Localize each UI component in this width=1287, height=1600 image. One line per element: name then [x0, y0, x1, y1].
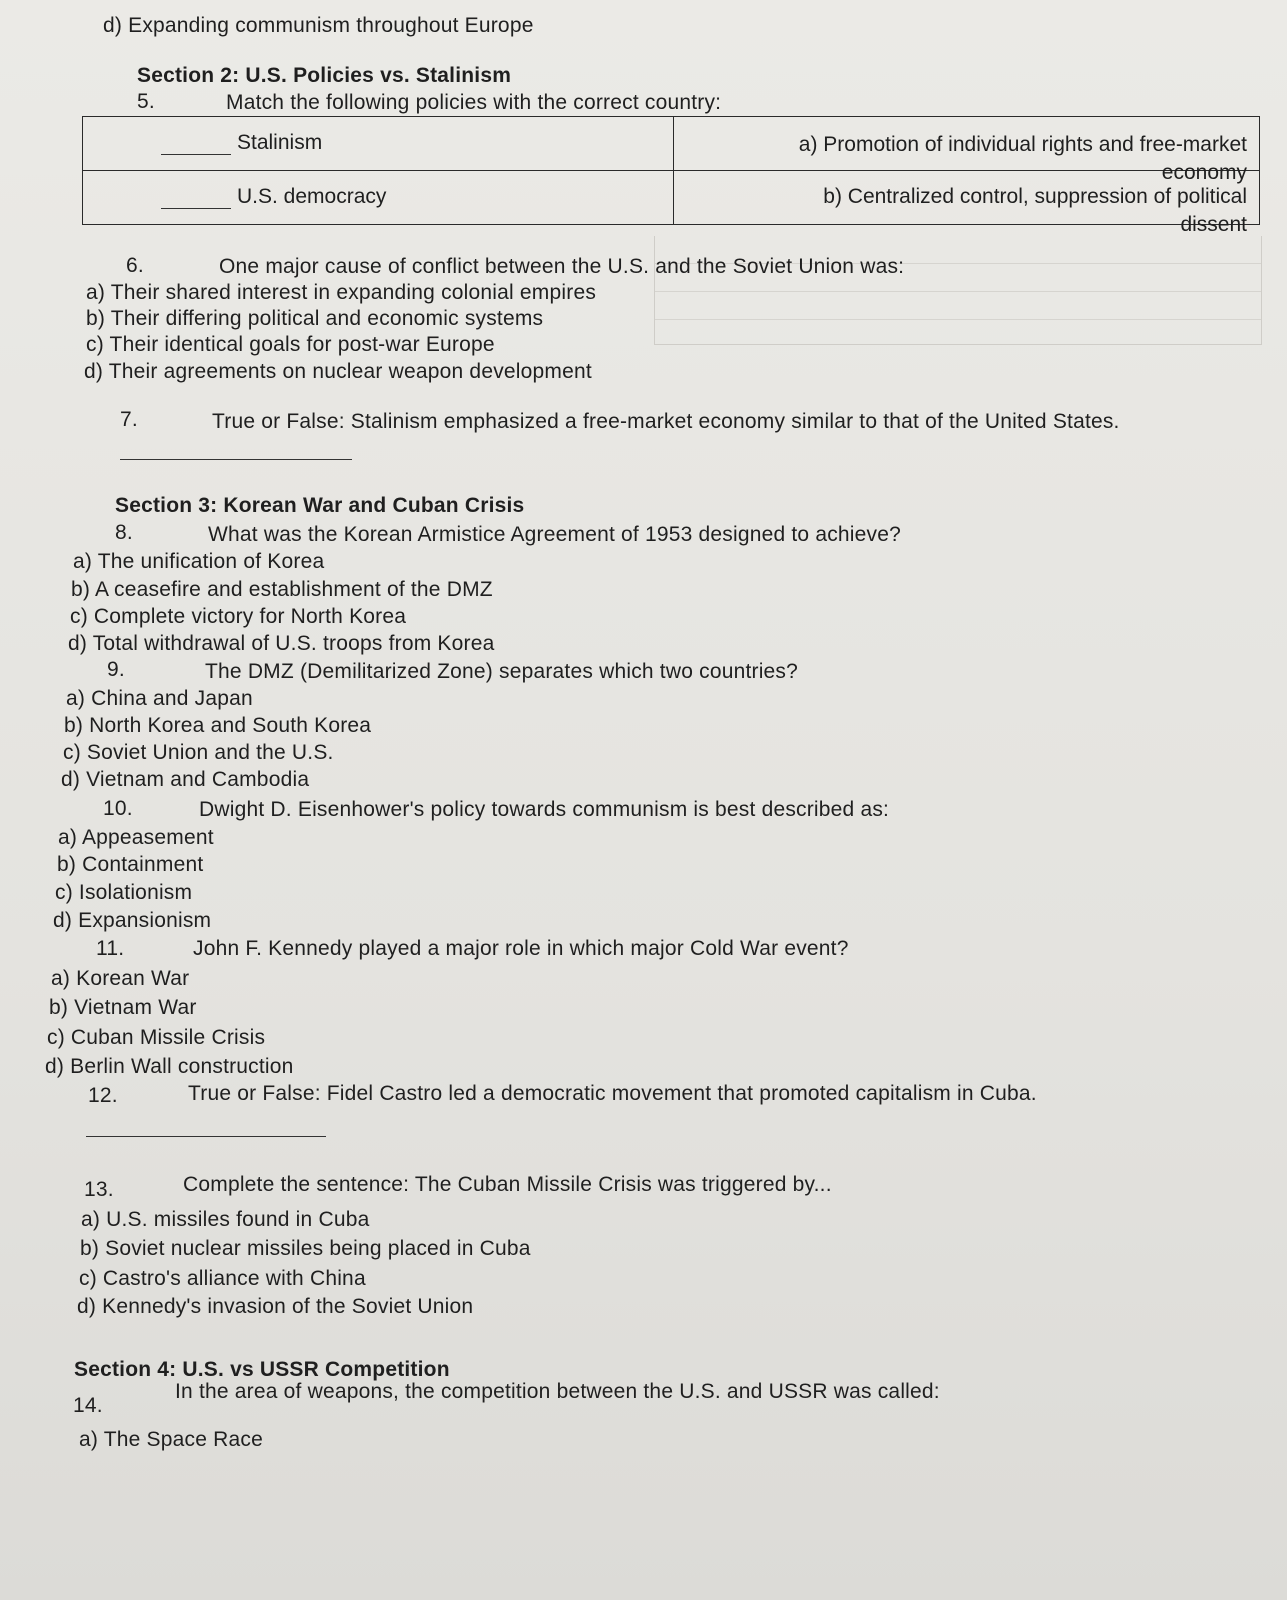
q9-option-b[interactable]: b) North Korea and South Korea: [64, 714, 372, 737]
q7-text: True or False: Stalinism emphasized a free-market economy similar to that of the United States.: [212, 410, 1120, 433]
q11-text: John F. Kennedy played a major role in which major Cold War event?: [193, 937, 849, 960]
q7-number: 7.: [120, 408, 138, 431]
match-cell-right: [674, 117, 1260, 184]
q11-option-a[interactable]: a) Korean War: [51, 967, 190, 990]
section2-title: Section 2: U.S. Policies vs. Stalinism: [137, 64, 512, 87]
q12-number: 12.: [88, 1084, 118, 1107]
q10-option-c[interactable]: c) Isolationism: [55, 881, 193, 904]
section4-title: Section 4: U.S. vs USSR Competition: [74, 1358, 450, 1381]
q8-text: What was the Korean Armistice Agreement of 1953 designed to achieve?: [208, 523, 902, 546]
q4-option-d: d) Expanding communism throughout Europe: [103, 14, 534, 37]
q14-text: In the area of weapons, the competition between the U.S. and USSR was called:: [175, 1380, 940, 1403]
table-row: [83, 171, 1260, 225]
q5-text: Match the following policies with the correct country:: [226, 91, 722, 114]
match-left-label: U.S. democracy: [237, 185, 387, 208]
q9-text: The DMZ (Demilitarized Zone) separates which two countries?: [205, 660, 799, 683]
answer-blank[interactable]: [161, 208, 231, 209]
q9-option-d[interactable]: d) Vietnam and Cambodia: [61, 768, 310, 791]
ghost-row: [655, 292, 1261, 320]
q13-text: Complete the sentence: The Cuban Missile Crisis was triggered by...: [183, 1173, 832, 1196]
q6-option-d[interactable]: d) Their agreements on nuclear weapon development: [84, 360, 592, 383]
match-left-label: Stalinism: [237, 131, 323, 154]
q6-option-c[interactable]: c) Their identical goals for post-war Europe: [86, 333, 495, 356]
q6-option-b[interactable]: b) Their differing political and economic systems: [86, 307, 544, 330]
match-right-line1: a) Promotion of individual rights and free-market: [798, 133, 1247, 156]
q14-number: 14.: [73, 1394, 103, 1417]
table-row: [83, 117, 1260, 171]
q10-number: 10.: [103, 797, 133, 820]
answer-blank[interactable]: [161, 154, 231, 155]
q6-option-a[interactable]: a) Their shared interest in expanding colonial empires: [86, 281, 597, 304]
q8-option-b[interactable]: b) A ceasefire and establishment of the DMZ: [71, 578, 493, 601]
match-cell-right: [674, 171, 1260, 236]
q10-text: Dwight D. Eisenhower's policy towards communism is best described as:: [199, 798, 890, 821]
match-cell-left: [83, 117, 674, 171]
match-right-line2: economy: [1161, 161, 1247, 184]
q13-number: 13.: [84, 1178, 114, 1201]
q9-option-c[interactable]: c) Soviet Union and the U.S.: [63, 741, 334, 764]
q13-option-c[interactable]: c) Castro's alliance with China: [79, 1267, 366, 1290]
q13-option-b[interactable]: b) Soviet nuclear missiles being placed in Cuba: [80, 1237, 531, 1260]
q9-number: 9.: [107, 658, 125, 681]
q5-number: 5.: [137, 90, 155, 113]
matching-table: [82, 116, 1260, 236]
q10-option-d[interactable]: d) Expansionism: [53, 909, 212, 932]
q11-option-b[interactable]: b) Vietnam War: [49, 996, 197, 1019]
q6-text: One major cause of conflict between the U.S. and the Soviet Union was:: [219, 255, 905, 278]
q13-option-d[interactable]: d) Kennedy's invasion of the Soviet Union: [77, 1295, 474, 1318]
q8-option-a[interactable]: a) The unification of Korea: [73, 550, 325, 573]
q13-option-a[interactable]: a) U.S. missiles found in Cuba: [81, 1208, 370, 1231]
q10-option-a[interactable]: a) Appeasement: [58, 826, 214, 849]
q7-answer-blank[interactable]: [120, 459, 352, 460]
q12-answer-blank[interactable]: [86, 1136, 326, 1137]
q10-option-b[interactable]: b) Containment: [57, 853, 204, 876]
q8-option-d[interactable]: d) Total withdrawal of U.S. troops from Korea: [68, 632, 495, 655]
q8-option-c[interactable]: c) Complete victory for North Korea: [70, 605, 407, 628]
q11-option-d[interactable]: d) Berlin Wall construction: [45, 1055, 294, 1078]
q8-number: 8.: [115, 521, 133, 544]
match-cell-left: [83, 171, 674, 225]
q11-option-c[interactable]: c) Cuban Missile Crisis: [47, 1026, 266, 1049]
match-right-line1: b) Centralized control, suppression of political: [823, 185, 1247, 208]
section3-title: Section 3: Korean War and Cuban Crisis: [115, 494, 525, 517]
q9-option-a[interactable]: a) China and Japan: [66, 687, 253, 710]
ghost-table-lines: [654, 236, 1262, 345]
match-right-line2: dissent: [1180, 213, 1247, 236]
q14-option-a[interactable]: a) The Space Race: [79, 1428, 263, 1451]
q12-text: True or False: Fidel Castro led a democratic movement that promoted capitalism in Cuba.: [188, 1082, 1037, 1105]
q11-number: 11.: [96, 937, 125, 960]
q6-number: 6.: [126, 254, 144, 277]
